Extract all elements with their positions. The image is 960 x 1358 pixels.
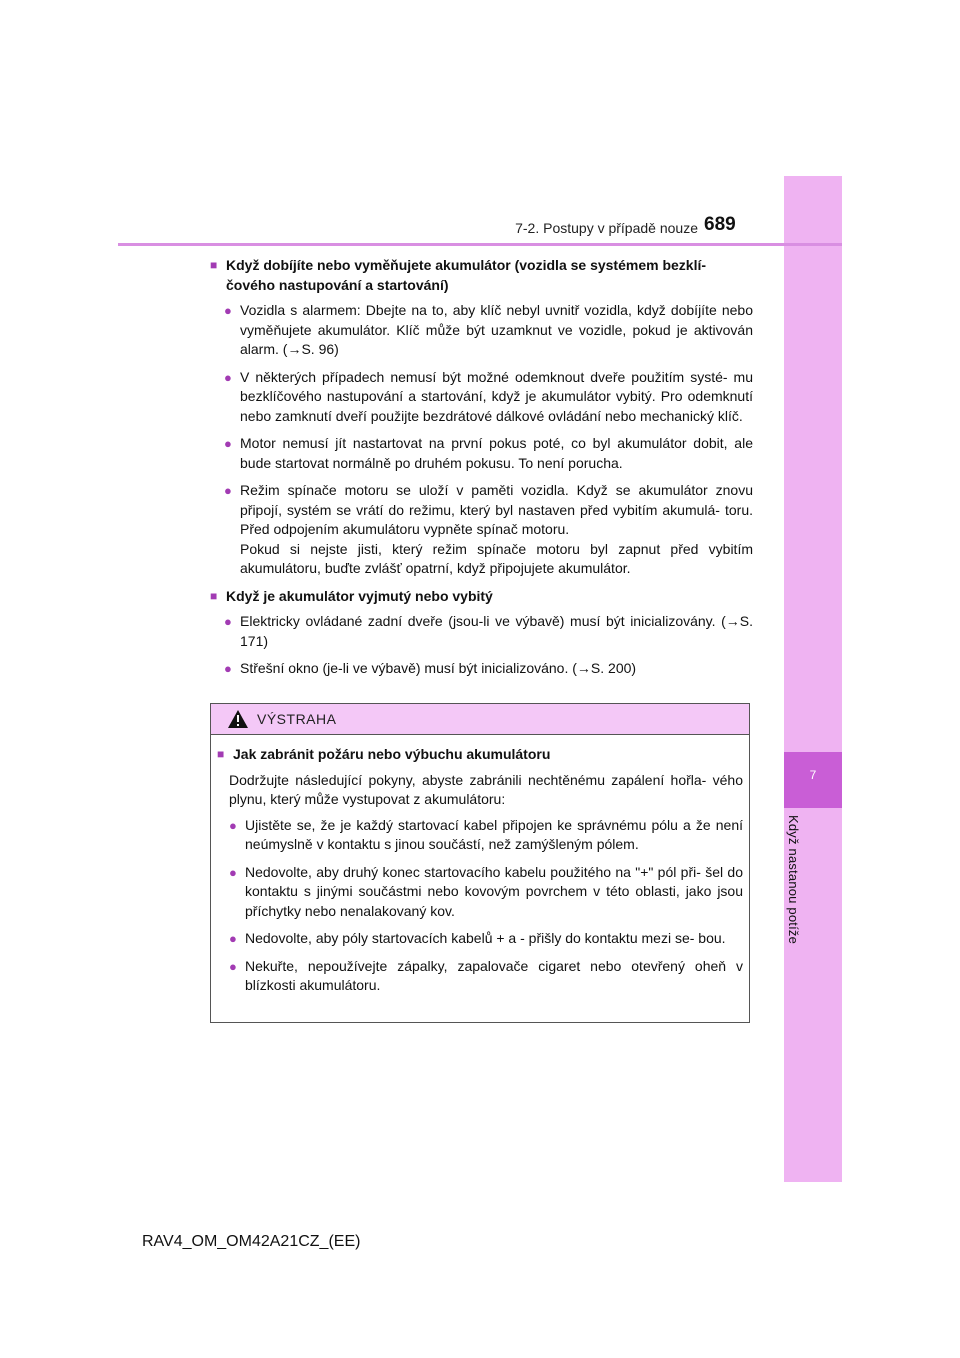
warning-label: VÝSTRAHA (257, 711, 337, 727)
list-item-text: Vozidla s alarmem: Dbejte na to, aby klíč nebyl uvnitř vozidla, když dobíjíte nebo vyměňujete akumulátor. Klíč může být uzamknut ve vozidle, pokud je aktivován alarm. (→S. 96) (240, 302, 753, 357)
circle-bullet-icon: ● (224, 614, 232, 629)
list-item-text (240, 481, 753, 579)
list-item-text: V některých případech nemusí být možné odemknout dveře použitím systé- mu bezklíčového nastupování a startování, když je akumulátor vybitý. Pro odemknutí nebo zamknutí dveří použijte bezdrátové dálkové ovládání nebo mechanický klíč. (240, 368, 753, 424)
list-item-text: Elektricky ovládané zadní dveře (jsou-li ve výbavě) musí být inicializovány. (→S. 171) (240, 613, 753, 649)
circle-bullet-icon: ● (224, 483, 232, 498)
warning-box (210, 703, 750, 1023)
list-item-paragraph: Režim spínače motoru se uloží v paměti vozidla. Když se akumulátor znovu připojí, systém se vrátí do režimu, který byl nastaven před vybitím akumulá- toru. Před odpojením akumulátoru vypněte spínač motoru. (240, 482, 753, 537)
list-item-paragraph: Pokud si nejste jisti, který režim spínače motoru byl zapnut před vybitím akumulátoru, buďte zvlášť opatrní, když připojujete akumulátor. (240, 540, 753, 576)
list-item-text: Ujistěte se, že je každý startovací kabel připojen ke správnému pólu a že není neúmyslně v kontaktu s jinou součástí, než zamýšleným pólem. (245, 816, 743, 852)
heading-text: Když je akumulátor vyjmutý nebo vybitý (226, 587, 493, 604)
list-item (229, 816, 743, 855)
circle-bullet-icon: ● (229, 958, 237, 974)
list-item (229, 957, 743, 996)
heading-text: Když dobíjíte nebo vyměňujete akumulátor (vozidla se systémem bezklí- čového nastupování a startování) (226, 257, 707, 293)
circle-bullet-icon: ● (229, 931, 237, 946)
circle-bullet-icon: ● (224, 303, 232, 318)
list-item-text: Střešní okno (je-li ve výbavě) musí být inicializováno. (→S. 200) (240, 660, 637, 676)
square-bullet-icon: ■ (217, 747, 225, 761)
section-heading (210, 256, 753, 295)
chapter-side-tab (784, 176, 842, 1182)
list-item (229, 929, 743, 949)
list-item-text: Motor nemusí jít nastartovat na první pokus poté, co byl akumulátor dobit, ale bude startovat normálně po druhém pokusu. To není porucha. (240, 435, 753, 471)
list-item (224, 612, 753, 651)
document-code: RAV4_OM_OM42A21CZ_(EE) (142, 1233, 361, 1250)
warning-triangle-icon (227, 709, 249, 729)
warning-body (211, 735, 749, 996)
square-bullet-icon: ■ (210, 258, 218, 272)
warning-header (211, 704, 749, 735)
list-item-text: Nedovolte, aby póly startovacích kabelů + a - přišly do kontaktu mezi se- bou. (245, 930, 726, 946)
square-bullet-icon: ■ (210, 588, 218, 603)
circle-bullet-icon: ● (224, 369, 232, 385)
heading-text: Jak zabránit požáru nebo výbuchu akumulátoru (233, 746, 551, 762)
page-number: 689 (704, 214, 736, 235)
warning-intro: Dodržujte následující pokyny, abyste zabránili nechtěnému zapálení hořla- vého plynu, který může vystupovat z akumulátoru: (229, 771, 743, 807)
chapter-number: 7 (809, 768, 817, 782)
chapter-title: Když nastanou potíže (786, 815, 801, 945)
list-item (224, 301, 753, 360)
list-item-text: Nedovolte, aby druhý konec startovacího kabelu použitého na "+" pól při- šel do kontaktu s jinými součástmi nebo kovovým povrchem v této oblasti, jako jsou příchytky nebo nenalakovaný kov. (245, 863, 743, 919)
section-heading (210, 587, 753, 607)
list-item (229, 863, 743, 922)
list-item (224, 434, 753, 473)
circle-bullet-icon: ● (224, 436, 232, 451)
circle-bullet-icon: ● (229, 864, 237, 880)
header-rule (118, 243, 842, 246)
list-item-text: Nekuřte, nepoužívejte zápalky, zapalovače cigaret nebo otevřený oheň v blízkosti akumulátoru. (245, 957, 743, 993)
warning-heading (217, 745, 743, 765)
list-item (224, 368, 753, 427)
list-item (224, 659, 753, 679)
main-content (210, 254, 753, 687)
list-item (224, 481, 753, 579)
circle-bullet-icon: ● (229, 817, 237, 833)
section-title: 7-2. Postupy v případě nouze (515, 220, 698, 236)
circle-bullet-icon: ● (224, 661, 232, 676)
